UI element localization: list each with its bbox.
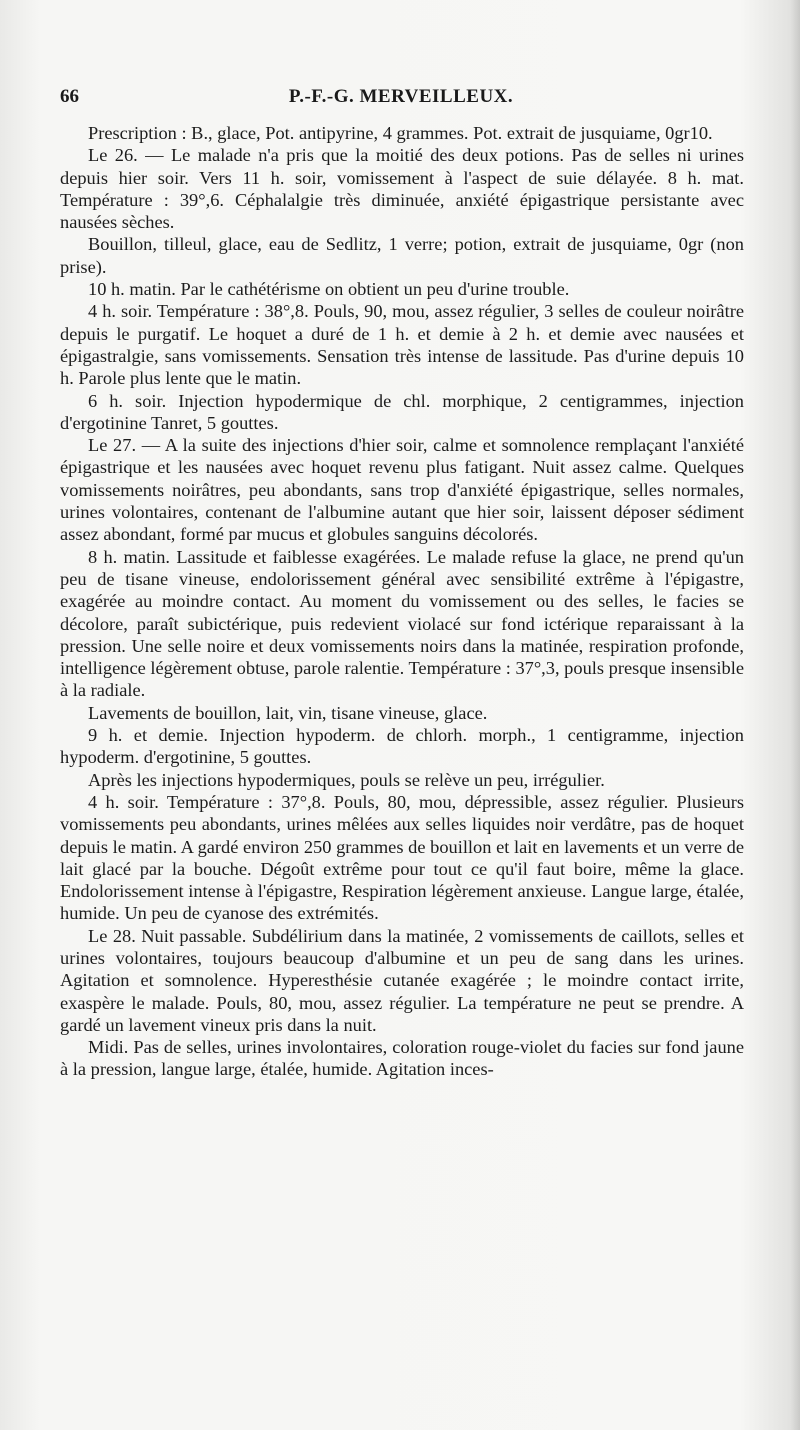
paragraph-6h-soir: 6 h. soir. Injection hypodermique de chl. morphique, 2 centigrammes, injection d'ergotinine Tanret, 5 gouttes. <box>60 390 744 433</box>
paragraph-bouillon: Bouillon, tilleul, glace, eau de Sedlitz, 1 verre; potion, extrait de jusquiame, 0gr (non prise). <box>60 234 744 277</box>
paragraph-le-26: Le 26. — Le malade n'a pris que la moitié des deux potions. Pas de selles ni urines depuis hier soir. Vers 11 h. soir, vomissement à l'aspect de suie délayée. 8 h. mat. Température : 39°,6. Céphalalgie très diminuée, anxiété épigastrique persistante avec nausées sèches. <box>60 145 744 233</box>
paragraph-le-27: Le 27. — A la suite des injections d'hier soir, calme et somnolence remplaçant l'anxiété épigastrique et les nausées avec hoquet revenu plus fatigant. Nuit assez calme. Quelques vomissements noirâtres, peu abondants, sans trop d'anxiété épigastrique, selles normales, urines volontaires, contenant de l'albumine autant que hier soir, laissent déposer sédiment assez abondant, formé par mucus et globules sanguins décolorés. <box>60 435 744 545</box>
paragraph-midi: Midi. Pas de selles, urines involontaires, coloration rouge-violet du facies sur fond jaune à la pression, langue large, étalée, humide. Agitation inces- <box>60 1037 744 1080</box>
paragraph-10h-matin: 10 h. matin. Par le cathétérisme on obtient un peu d'urine trouble. <box>88 279 570 300</box>
paragraph-apres-injections: Après les injections hypodermiques, pouls se relève un peu, irrégulier. <box>88 769 605 790</box>
page-number: 66 <box>60 86 79 107</box>
paragraph-4h-soir-27: 4 h. soir. Température : 37°,8. Pouls, 80, mou, dépressible, assez régulier. Plusieurs vomissements peu abondants, urines mêlées aux selles liquides noir verdâtre, pas de hoquet depuis le matin. A gardé environ 250 grammes de bouillon et lait en lavements et un verre de lait glacé par la bouche. Dégoût extrême pour tout ce qu'il faut boire, même la glace. Endolorissement intense à l'épigastre, Respiration légèrement anxieuse. Langue large, étalée, humide. Un peu de cyanose des extrémités. <box>60 791 744 924</box>
body-text <box>60 122 744 1081</box>
paragraph-9h-demie: 9 h. et demie. Injection hypoderm. de chlorh. morph., 1 centigramme, injection hypoderm. d'ergotinine, 5 gouttes. <box>60 725 744 768</box>
paragraph-le-28: Le 28. Nuit passable. Subdélirium dans la matinée, 2 vomissements de caillots, selles et urines volontaires, toujours beaucoup d'albumine et un peu de sang dans les urines. Agitation et somnolence. Hyperesthésie cutanée exagérée ; le moindre contact irrite, exaspère le malade. Pouls, 80, mou, assez régulier. La température ne peut se prendre. A gardé un lavement vineux pris dans la nuit. <box>60 925 744 1035</box>
paragraph-prescription: Prescription : B., glace, Pot. antipyrine, 4 grammes. Pot. extrait de jusquiame, 0gr10. <box>88 123 713 143</box>
page-header <box>60 86 742 110</box>
running-title: P.-F.-G. MERVEILLEUX. <box>288 86 514 107</box>
paragraph-8h-matin: 8 h. matin. Lassitude et faiblesse exagérées. Le malade refuse la glace, ne prend qu'un peu de tisane vineuse, endolorissement général avec sensibilité extrême à l'épigastre, exagérée au moindre contact. Au moment du vomissement ou des selles, le facies se décolore, paraît subictérique, puis redevient violacé sur fond ictérique reparaissant à la pression. Une selle noire et deux vomissements noirs dans la matinée, respiration profonde, intelligence légèrement obtuse, parole ralentie. Température : 37°,3, pouls presque insensible à la radiale. <box>60 546 744 701</box>
paragraph-4h-soir: 4 h. soir. Température : 38°,8. Pouls, 90, mou, assez régulier, 3 selles de couleur noirâtre depuis le purgatif. Le hoquet a duré de 1 h. et demie à 2 h. et demie avec nausées et épigastralgie, sans vomissements. Sensation très intense de lassitude. Pas d'urine depuis 10 h. Parole plus lente que le matin. <box>60 301 744 389</box>
paragraph-lavements: Lavements de bouillon, lait, vin, tisane vineuse, glace. <box>88 702 488 723</box>
